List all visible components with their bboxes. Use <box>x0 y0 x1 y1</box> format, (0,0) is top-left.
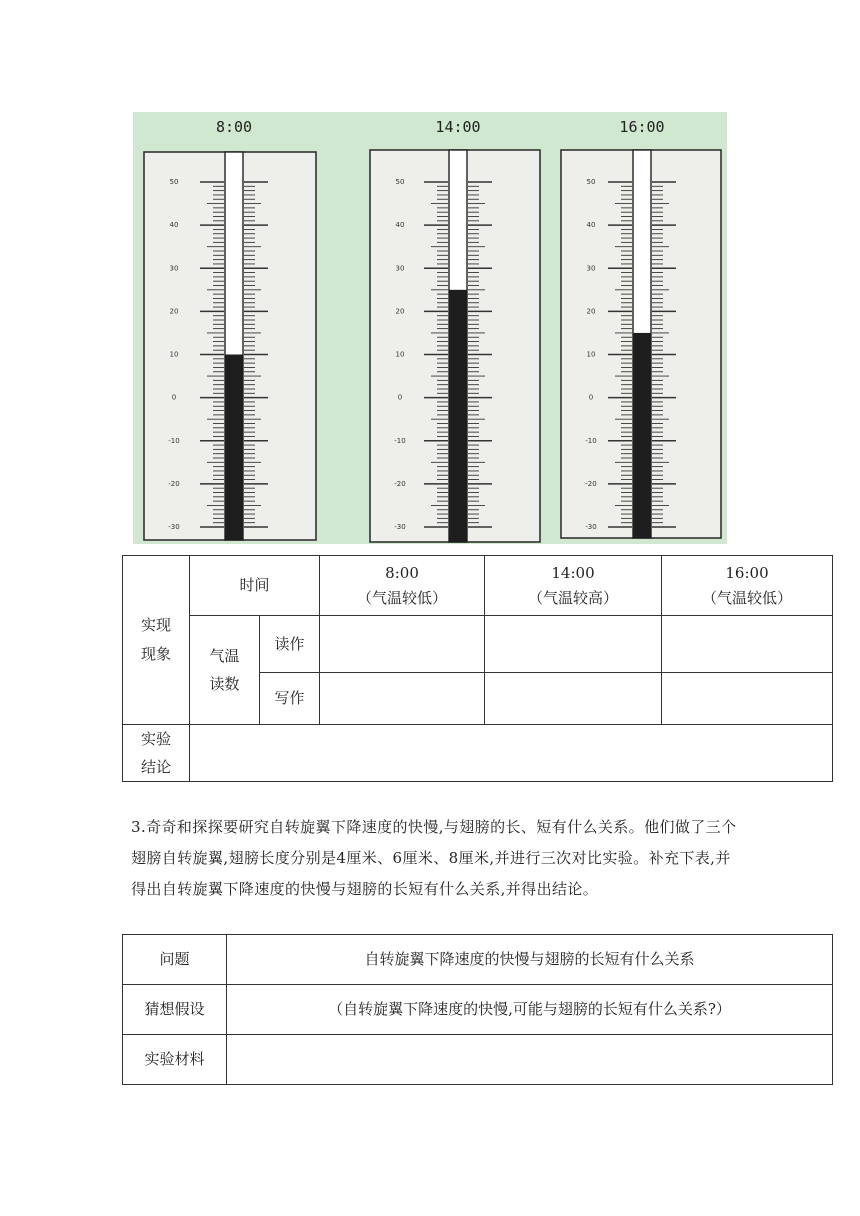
mercury-column-2 <box>449 290 467 542</box>
conclusion-label: 实验 结论 <box>123 725 190 782</box>
time-col-2 <box>485 556 662 616</box>
scale-label: 0 <box>397 393 403 402</box>
hypothesis-label: 猜想假设 <box>123 985 227 1035</box>
scale-label: 40 <box>169 221 179 230</box>
read-as-label: 读作 <box>260 616 320 673</box>
scale-label: 20 <box>586 307 596 316</box>
time-label-3: 16:00 <box>619 118 665 136</box>
thermometer-2 <box>370 118 540 542</box>
scale-label: -20 <box>168 479 180 488</box>
time-col-2-time: 14:00 <box>551 563 595 582</box>
write-as-cell-2[interactable] <box>485 673 662 725</box>
scale-label: -10 <box>394 436 406 445</box>
scale-label: 10 <box>395 350 405 359</box>
time-label-1: 8:00 <box>215 118 253 136</box>
scale-label: 0 <box>588 393 594 402</box>
experiment-table <box>122 934 833 1085</box>
scale-label: -30 <box>168 523 180 531</box>
scale-label: 0 <box>171 393 177 402</box>
write-as-cell-3[interactable] <box>662 673 833 725</box>
scale-label: 50 <box>395 178 405 186</box>
scale-label: -20 <box>585 479 597 488</box>
thermometer-3 <box>561 118 721 538</box>
write-as-label: 写作 <box>260 673 320 725</box>
scale-label: 30 <box>395 264 405 273</box>
scale-label: 30 <box>169 264 179 273</box>
time-col-1-time: 8:00 <box>385 563 419 582</box>
scale-label: -10 <box>585 436 597 445</box>
time-header: 时间 <box>190 556 320 616</box>
mercury-column-1 <box>225 355 243 541</box>
scale-label: 10 <box>586 350 596 359</box>
temperature-table <box>122 555 833 782</box>
scale-label: 20 <box>169 307 179 316</box>
mercury-column-3 <box>633 333 651 538</box>
materials-value[interactable] <box>227 1035 833 1085</box>
scale-label: -10 <box>168 436 180 445</box>
time-col-3 <box>662 556 833 616</box>
materials-label: 实验材料 <box>123 1035 227 1085</box>
scale-label: 50 <box>169 178 179 186</box>
scale-label: -20 <box>394 479 406 488</box>
reading-label: 气温 读数 <box>190 616 260 725</box>
read-as-cell-3[interactable] <box>662 616 833 673</box>
time-col-1 <box>320 556 485 616</box>
scale-label: 30 <box>586 264 596 273</box>
question-value: 自转旋翼下降速度的快慢与翅膀的长短有什么关系 <box>227 935 833 985</box>
write-as-cell-1[interactable] <box>320 673 485 725</box>
time-col-3-time: 16:00 <box>725 563 769 582</box>
question-3-text: 3.奇奇和探探要研究自转旋翼下降速度的快慢,与翅膀的长、短有什么关系。他们做了三个翅膀自转旋翼,翅膀长度分别是4厘米、6厘米、8厘米,并进行三次对比实验。补充下表,并得出自转旋翼下降速度的快慢与翅膀的长短有什么关系,并得出结论。 <box>131 818 737 898</box>
scale-label: -30 <box>394 523 406 531</box>
hypothesis-value: （自转旋翼下降速度的快慢,可能与翅膀的长短有什么关系?） <box>227 985 833 1035</box>
time-col-2-note: （气温较高） <box>528 588 619 607</box>
scale-label: 20 <box>395 307 405 316</box>
time-col-3-note: （气温较低） <box>702 588 793 607</box>
read-as-cell-1[interactable] <box>320 616 485 673</box>
scale-label: 40 <box>395 221 405 230</box>
time-col-1-note: （气温较低） <box>357 588 448 607</box>
question-label: 问题 <box>123 935 227 985</box>
scale-label: 10 <box>169 350 179 359</box>
scale-label: -30 <box>585 523 597 531</box>
thermometer-drawing <box>133 112 727 544</box>
time-label-2: 14:00 <box>435 118 481 136</box>
read-as-cell-2[interactable] <box>485 616 662 673</box>
conclusion-cell[interactable] <box>190 725 833 782</box>
thermometer-1 <box>144 118 316 540</box>
thermometer-figure <box>133 112 727 544</box>
phenomenon-label: 实现 现象 <box>123 556 190 725</box>
scale-label: 40 <box>586 221 596 230</box>
scale-label: 50 <box>586 178 596 186</box>
